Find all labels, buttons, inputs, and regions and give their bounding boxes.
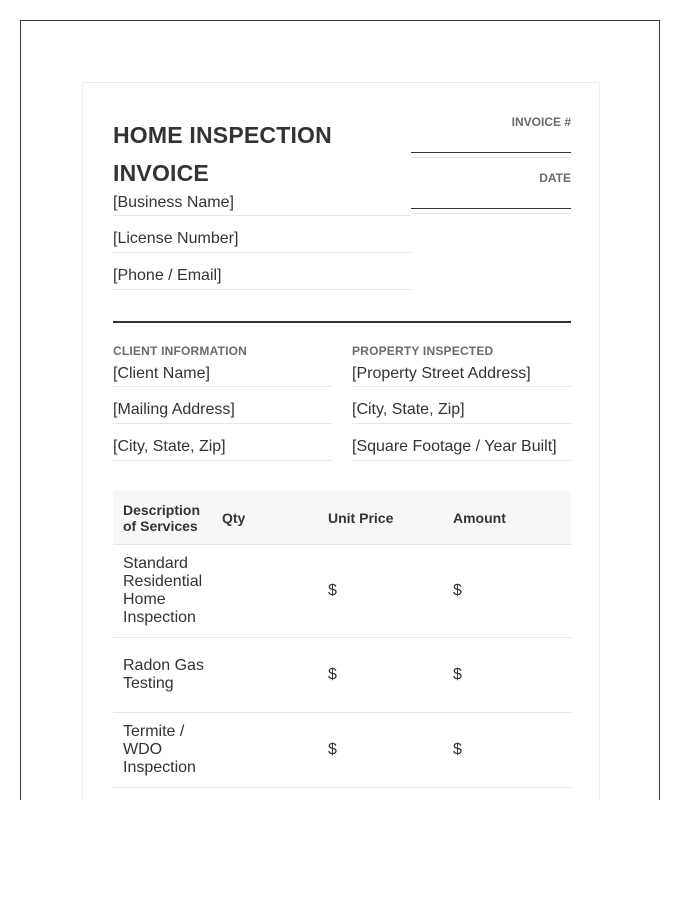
service-amount[interactable]: $ [443, 638, 571, 713]
services-header-row [113, 491, 571, 545]
service-amount[interactable]: $ [443, 545, 571, 638]
client-section-label: CLIENT INFORMATION [113, 344, 248, 358]
column-header-amount: Amount [443, 491, 571, 545]
property-details-field[interactable]: [Square Footage / Year Built] [352, 438, 557, 455]
service-description[interactable]: Radon Gas Testing [113, 638, 212, 713]
date-divider [411, 213, 571, 214]
service-unit-price[interactable]: $ [318, 713, 443, 788]
client-city-underline [113, 460, 332, 461]
services-table [113, 491, 571, 788]
property-city-underline [352, 423, 571, 424]
client-name-field[interactable]: [Client Name] [113, 365, 210, 382]
mailing-address-underline [113, 423, 332, 424]
service-qty[interactable] [212, 713, 318, 788]
invoice-number-divider [411, 157, 571, 158]
title-line-1: HOME INSPECTION [113, 122, 332, 148]
service-unit-price[interactable]: $ [318, 638, 443, 713]
phone-email-field[interactable]: [Phone / Email] [113, 267, 222, 284]
date-label: DATE [539, 171, 571, 185]
table-row [113, 545, 571, 638]
invoice-number-field[interactable] [411, 152, 571, 153]
column-header-unit-price: Unit Price [318, 491, 443, 545]
license-number-underline [113, 252, 411, 253]
client-name-underline [113, 386, 332, 387]
business-name-field[interactable]: [Business Name] [113, 194, 234, 211]
service-qty[interactable] [212, 638, 318, 713]
page-frame [20, 20, 660, 800]
header-divider [113, 321, 571, 323]
property-details-underline [352, 460, 571, 461]
service-unit-price[interactable]: $ [318, 545, 443, 638]
column-header-description: Description of Services [113, 491, 212, 545]
property-section-label: PROPERTY INSPECTED [352, 344, 494, 358]
date-field[interactable] [411, 208, 571, 209]
table-row [113, 713, 571, 788]
mailing-address-field[interactable]: [Mailing Address] [113, 401, 235, 418]
service-description[interactable]: Termite / WDO Inspection [113, 713, 212, 788]
property-city-field[interactable]: [City, State, Zip] [352, 401, 465, 418]
service-amount[interactable]: $ [443, 713, 571, 788]
phone-email-underline [113, 289, 411, 290]
invoice-title [113, 116, 383, 192]
table-row [113, 638, 571, 713]
column-header-qty: Qty [212, 491, 318, 545]
property-address-field[interactable]: [Property Street Address] [352, 365, 531, 382]
invoice-number-label: INVOICE # [511, 115, 571, 129]
invoice-sheet [82, 82, 600, 800]
title-line-2: INVOICE [113, 160, 209, 186]
service-description[interactable]: Standard Residential Home Inspection [113, 545, 212, 638]
service-qty[interactable] [212, 545, 318, 638]
license-number-field[interactable]: [License Number] [113, 230, 239, 247]
property-address-underline [352, 386, 571, 387]
client-city-field[interactable]: [City, State, Zip] [113, 438, 226, 455]
business-name-underline [113, 215, 411, 216]
